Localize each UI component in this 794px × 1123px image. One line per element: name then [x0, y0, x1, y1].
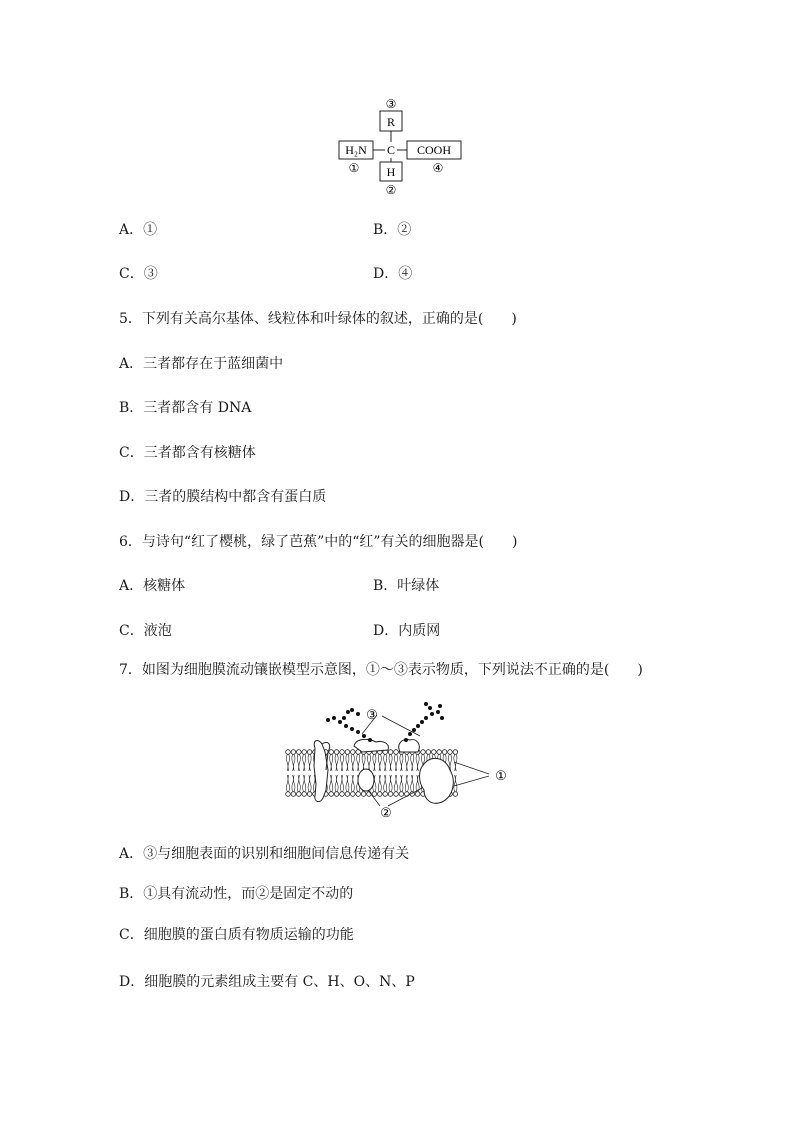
q7-option-a[interactable]: A．③与细胞表面的识别和细胞间信息传递有关 [119, 846, 410, 862]
q5-option-c[interactable]: C．三者都含有核糖体 [119, 445, 256, 461]
surface-protein-2 [399, 740, 420, 752]
q6-option-b[interactable]: B．叶绿体 [373, 578, 440, 594]
label-3: ③ [385, 97, 397, 111]
glycoprotein-chains [326, 702, 444, 742]
carboxyl-group: COOH [416, 143, 452, 157]
q7-option-d[interactable]: D．细胞膜的元素组成主要有 C、H、O、N、P [119, 974, 415, 990]
membrane-label-1: ① [495, 768, 507, 783]
embedded-protein-large [420, 758, 454, 803]
q4-option-a[interactable]: A．① [119, 222, 158, 238]
r-group: R [386, 115, 396, 129]
q5-option-b[interactable]: B．三者都含有 DNA [119, 400, 252, 416]
embedded-protein-small [358, 769, 374, 791]
q7-stem: 7．如图为细胞膜流动镶嵌模型示意图，①～③表示物质，下列说法不正确的是( ) [119, 662, 643, 678]
label-4: ④ [432, 161, 444, 175]
q5-option-d[interactable]: D．三者的膜结构中都含有蛋白质 [119, 489, 327, 505]
q4-option-c[interactable]: C．③ [119, 266, 158, 282]
label-2: ② [385, 183, 397, 197]
q6-option-d[interactable]: D．内质网 [373, 623, 441, 639]
q4-option-d[interactable]: D．④ [373, 266, 413, 282]
membrane-label-2: ② [380, 805, 392, 820]
q4-option-b[interactable]: B．② [373, 222, 412, 238]
q7-option-c[interactable]: C．细胞膜的蛋白质有物质运输的功能 [119, 927, 354, 943]
q6-stem: 6．与诗句“红了樱桃，绿了芭蕉”中的“红”有关的细胞器是( ) [119, 534, 518, 550]
membrane-label-3: ③ [366, 707, 378, 722]
label-1: ① [348, 161, 360, 175]
central-carbon: C [386, 143, 396, 157]
q5-option-a[interactable]: A．三者都存在于蓝细菌中 [119, 356, 284, 372]
hydrogen: H [386, 165, 396, 179]
amino-acid-structure-figure [330, 96, 470, 198]
q6-option-a[interactable]: A．核糖体 [119, 578, 186, 594]
cell-membrane-figure [282, 700, 517, 825]
q7-option-b[interactable]: B．①具有流动性，而②是固定不动的 [119, 886, 354, 902]
q6-option-c[interactable]: C．液泡 [119, 623, 172, 639]
amino-group: H₂N [345, 143, 367, 157]
q5-stem: 5．下列有关高尔基体、线粒体和叶绿体的叙述，正确的是( ) [119, 311, 517, 327]
